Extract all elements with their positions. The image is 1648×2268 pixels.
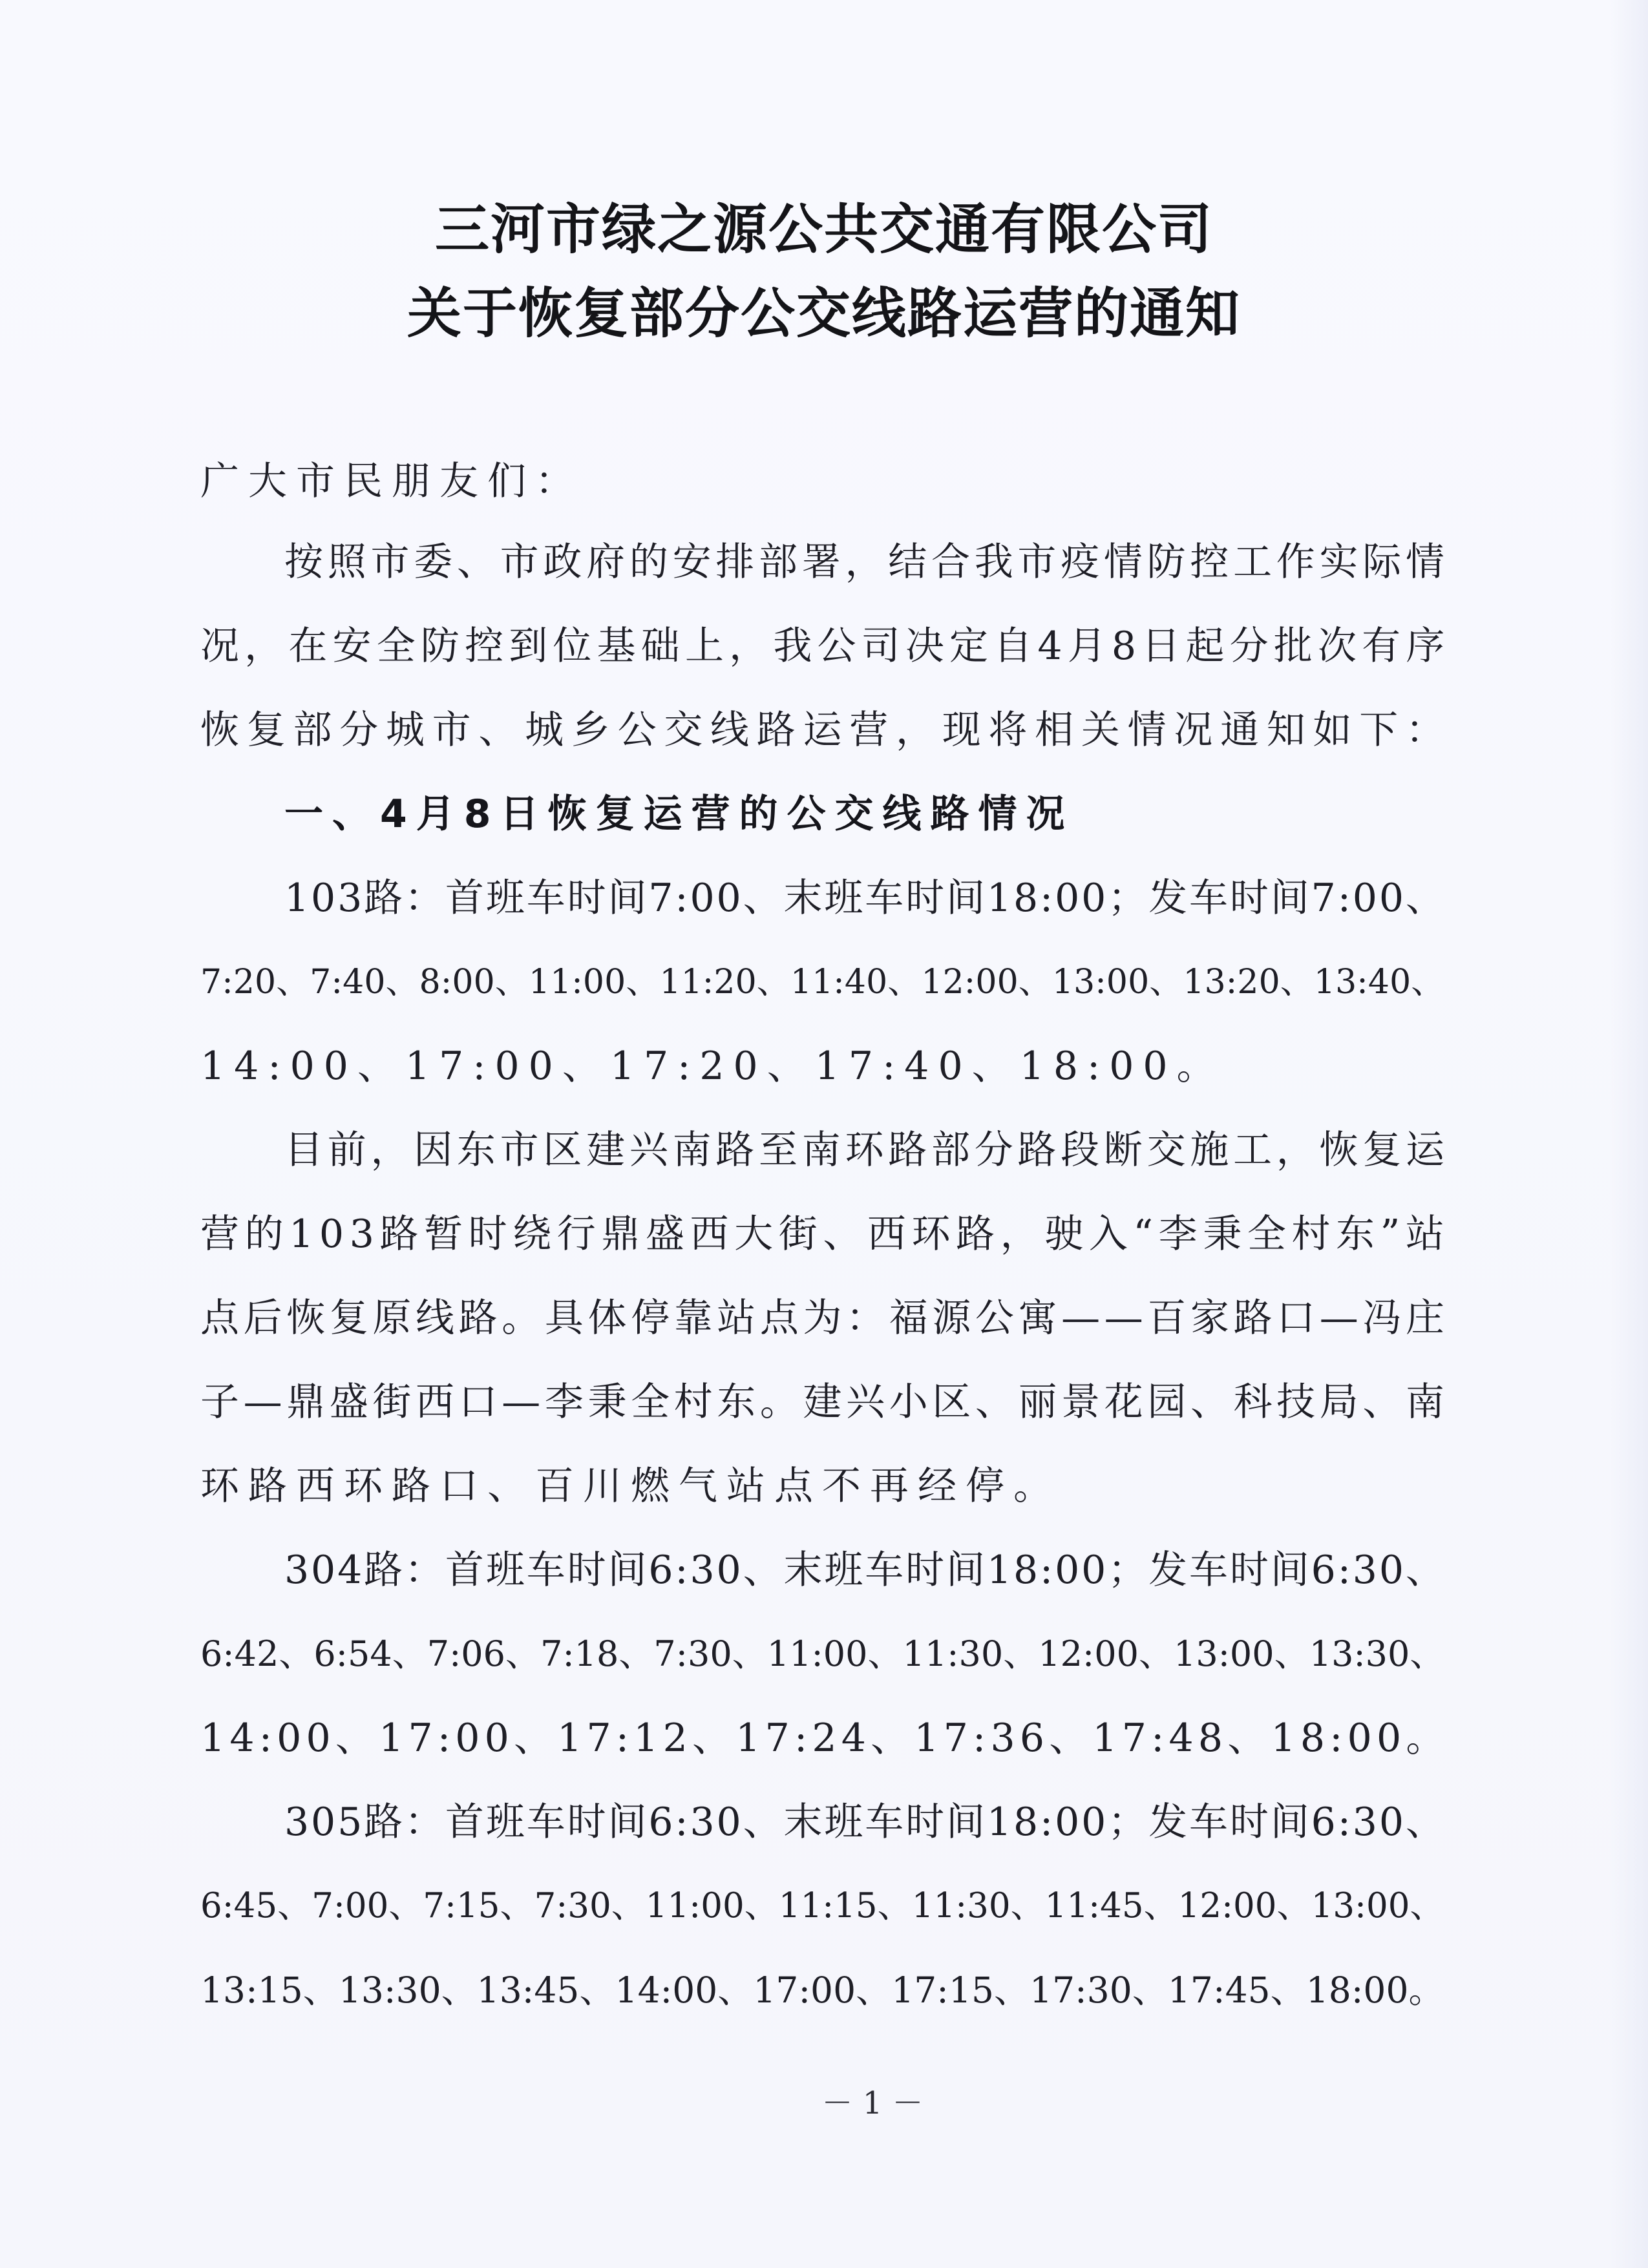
body-line-12: 环路西环路口、百川燃气站点不再经停。 bbox=[200, 1464, 1061, 1509]
body-line-16: 305路：首班车时间6:30、末班车时间18:00；发车时间6:30、 bbox=[284, 1800, 1446, 1845]
body-line-15: 14:00、17:00、17:12、17:24、17:36、17:48、18:00。 bbox=[200, 1716, 1450, 1761]
body-line-13: 304路：首班车时间6:30、末班车时间18:00；发车时间6:30、 bbox=[284, 1548, 1446, 1593]
body-line-1: 按照市委、市政府的安排部署，结合我市疫情防控工作实际情 bbox=[284, 540, 1449, 585]
section-heading-1: 一、4月8日恢复运营的公交线路情况 bbox=[284, 792, 1074, 837]
body-line-11: 子—鼎盛街西口—李秉全村东。建兴小区、丽景花园、科技局、南 bbox=[200, 1380, 1449, 1425]
body-line-18: 13:15、13:30、13:45、14:00、17:00、17:15、17:30、17:45、18:00。 bbox=[200, 1969, 1444, 2011]
body-line-3: 恢复部分城市、城乡公交线路运营，现将相关情况通知如下： bbox=[200, 708, 1452, 753]
body-line-14: 6:42、6:54、7:06、7:18、7:30、11:00、11:30、12:00、13:00、13:30、 bbox=[200, 1633, 1445, 1674]
body-line-17: 6:45、7:00、7:15、7:30、11:00、11:15、11:30、11:45、12:00、13:00、 bbox=[200, 1886, 1444, 1926]
body-line-9: 营的103路暂时绕行鼎盛西大街、西环路，驶入“李秉全村东”站 bbox=[200, 1212, 1450, 1257]
body-line-5: 103路：首班车时间7:00、末班车时间18:00；发车时间7:00、 bbox=[284, 876, 1446, 921]
document-title-line-1: 三河市绿之源公共交通有限公司 bbox=[434, 198, 1213, 261]
salutation: 广大市民朋友们： bbox=[200, 459, 583, 504]
body-line-8: 目前，因东市区建兴南路至南环路部分路段断交施工，恢复运 bbox=[284, 1128, 1449, 1173]
body-line-2: 况，在安全防控到位基础上，我公司决定自4月8日起分批次有序 bbox=[200, 624, 1450, 669]
document-title-line-2: 关于恢复部分公交线路运营的通知 bbox=[407, 282, 1241, 345]
body-line-6: 7:20、7:40、8:00、11:00、11:20、11:40、12:00、13:00、13:20、13:40、 bbox=[200, 963, 1445, 1002]
body-line-7: 14:00、17:00、17:20、17:40、18:00。 bbox=[200, 1044, 1225, 1089]
page-number: － 1 － bbox=[821, 2085, 924, 2121]
body-line-10: 点后恢复原线路。具体停靠站点为：福源公寓——百家路口—冯庄 bbox=[200, 1296, 1449, 1341]
